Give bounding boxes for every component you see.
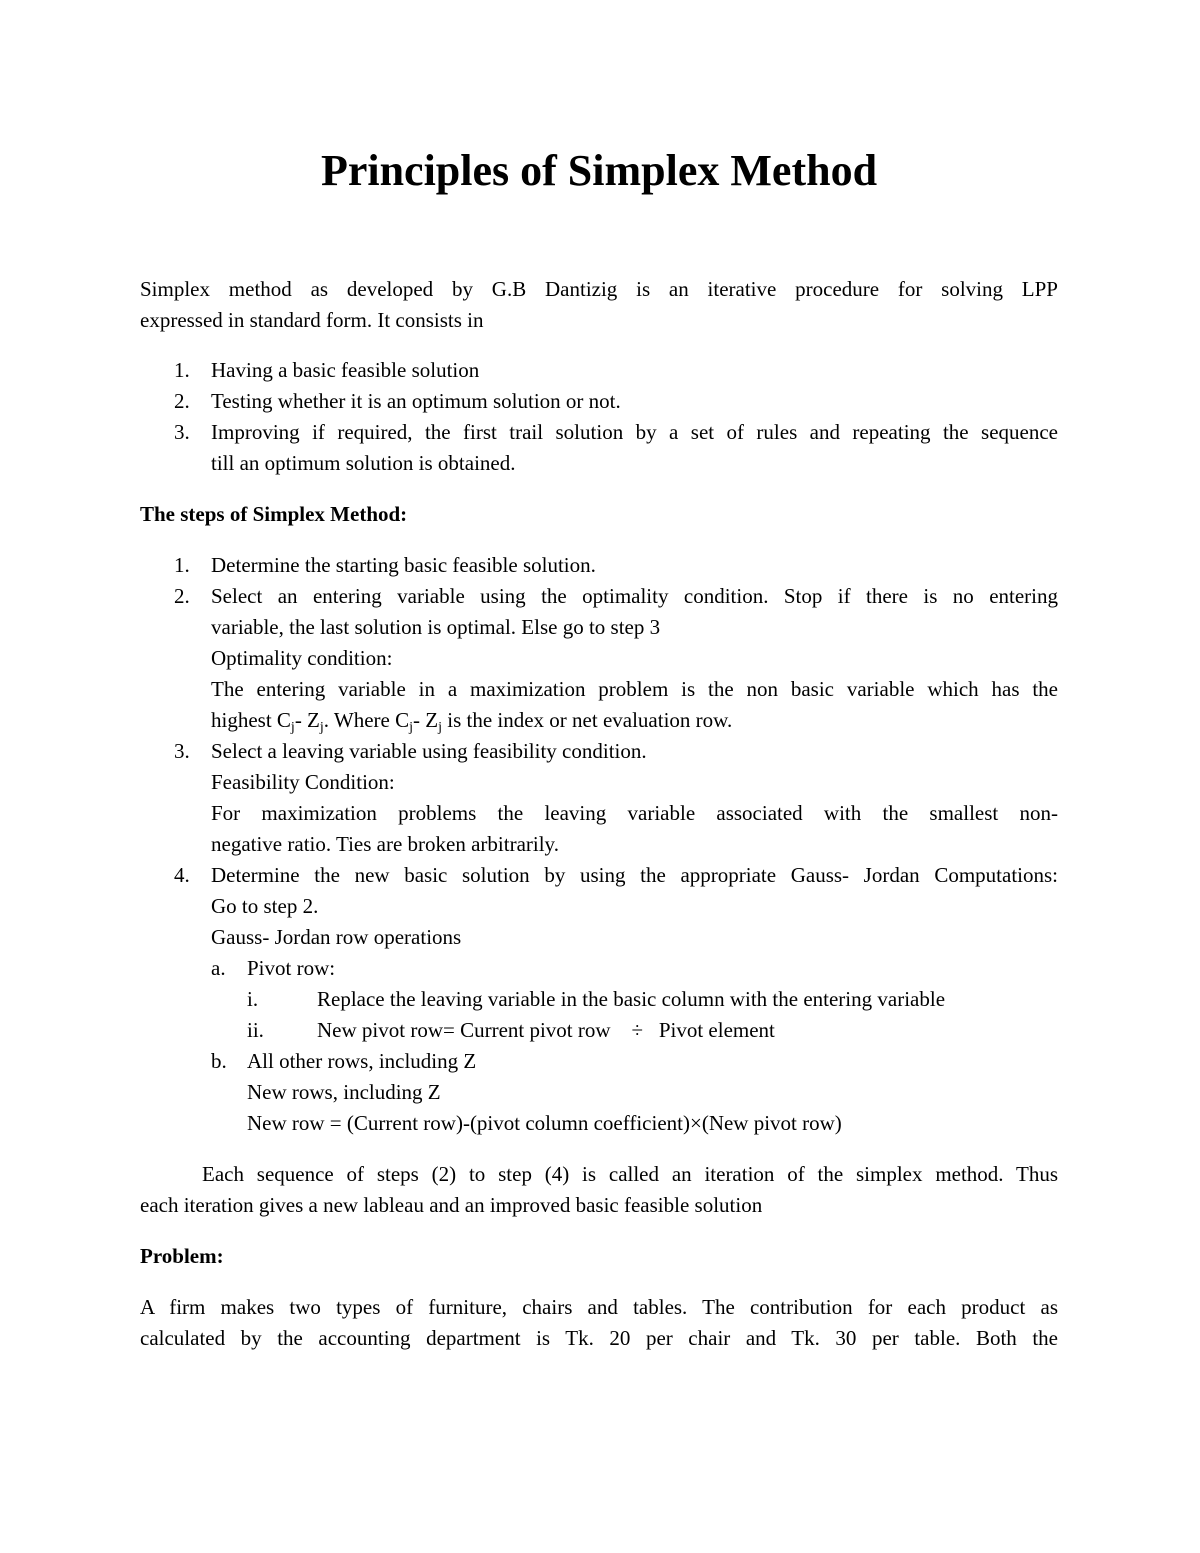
substep-text: New pivot row= Current pivot row ÷ Pivot element xyxy=(317,1018,775,1042)
iteration-line-2: each iteration gives a new lableau and an improved basic feasible solution xyxy=(140,1193,763,1217)
subscript: j xyxy=(438,720,442,735)
steps-heading: The steps of Simplex Method: xyxy=(140,502,408,526)
list-text: Having a basic feasible solution xyxy=(211,358,480,382)
formula-text: - Z xyxy=(413,708,439,732)
optimality-condition-formula xyxy=(211,705,1058,736)
step-text: Determine the new basic solution by using the appropriate Gauss- Jordan Computations: xyxy=(211,863,1058,887)
list-number: 3. xyxy=(174,420,190,444)
page-title: Principles of Simplex Method xyxy=(320,146,878,195)
substep-text: New rows, including Z xyxy=(247,1080,441,1104)
problem-heading: Problem: xyxy=(140,1244,224,1268)
formula-text: highest C xyxy=(211,708,291,732)
problem-line-1: A firm makes two types of furniture, chairs and tables. The contribution for each product as xyxy=(140,1295,1058,1319)
substep-letter: a. xyxy=(211,956,226,980)
list-text: Improving if required, the first trail solution by a set of rules and repeating the sequence xyxy=(211,420,1058,444)
feasibility-condition-label: Feasibility Condition: xyxy=(211,770,395,794)
roman-numeral: i. xyxy=(247,987,259,1011)
step-text: Select an entering variable using the optimality condition. Stop if there is no entering xyxy=(211,584,1058,608)
step-number: 2. xyxy=(174,584,190,608)
list-text: till an optimum solution is obtained. xyxy=(211,451,516,475)
list-text: Testing whether it is an optimum solution or not. xyxy=(211,389,621,413)
new-row-formula: New row = (Current row)-(pivot column coefficient)×(New pivot row) xyxy=(247,1111,842,1135)
optimality-condition-label: Optimality condition: xyxy=(211,646,393,670)
step-text: Select a leaving variable using feasibility condition. xyxy=(211,739,647,763)
iteration-line-1: Each sequence of steps (2) to step (4) is called an iteration of the simplex method. Thus xyxy=(202,1162,1058,1186)
substep-text: Replace the leaving variable in the basic column with the entering variable xyxy=(317,987,946,1011)
step-number: 4. xyxy=(174,863,190,887)
roman-numeral: ii. xyxy=(247,1018,264,1042)
step-number: 3. xyxy=(174,739,190,763)
optimality-condition-text: The entering variable in a maximization problem is the non basic variable which has the xyxy=(211,677,1058,701)
list-number: 2. xyxy=(174,389,190,413)
subscript: j xyxy=(290,720,295,735)
feasibility-condition-text: For maximization problems the leaving variable associated with the smallest non- xyxy=(211,801,1058,825)
intro-line-2: expressed in standard form. It consists in xyxy=(140,308,484,332)
formula-text: is the index or net evaluation row. xyxy=(441,708,733,732)
step-text: variable, the last solution is optimal. Else go to step 3 xyxy=(211,615,661,639)
problem-line-2: calculated by the accounting department is Tk. 20 per chair and Tk. 30 per table. Both the xyxy=(140,1326,1058,1350)
formula-text: . Where C xyxy=(323,708,410,732)
list-number: 1. xyxy=(174,358,190,382)
step-text: Determine the starting basic feasible solution. xyxy=(211,553,596,577)
subscript: j xyxy=(409,720,414,735)
gauss-jordan-heading: Gauss- Jordan row operations xyxy=(211,925,462,949)
intro-line-1: Simplex method as developed by G.B Dantizig is an iterative procedure for solving LPP xyxy=(140,277,1058,301)
substep-letter: b. xyxy=(211,1049,227,1073)
feasibility-condition-text: negative ratio. Ties are broken arbitrarily. xyxy=(211,832,559,856)
formula-text: - Z xyxy=(294,708,320,732)
step-number: 1. xyxy=(174,553,190,577)
subscript: j xyxy=(319,720,324,735)
substep-text: All other rows, including Z xyxy=(247,1049,477,1073)
substep-text: Pivot row: xyxy=(247,956,336,980)
step-text: Go to step 2. xyxy=(211,894,319,918)
